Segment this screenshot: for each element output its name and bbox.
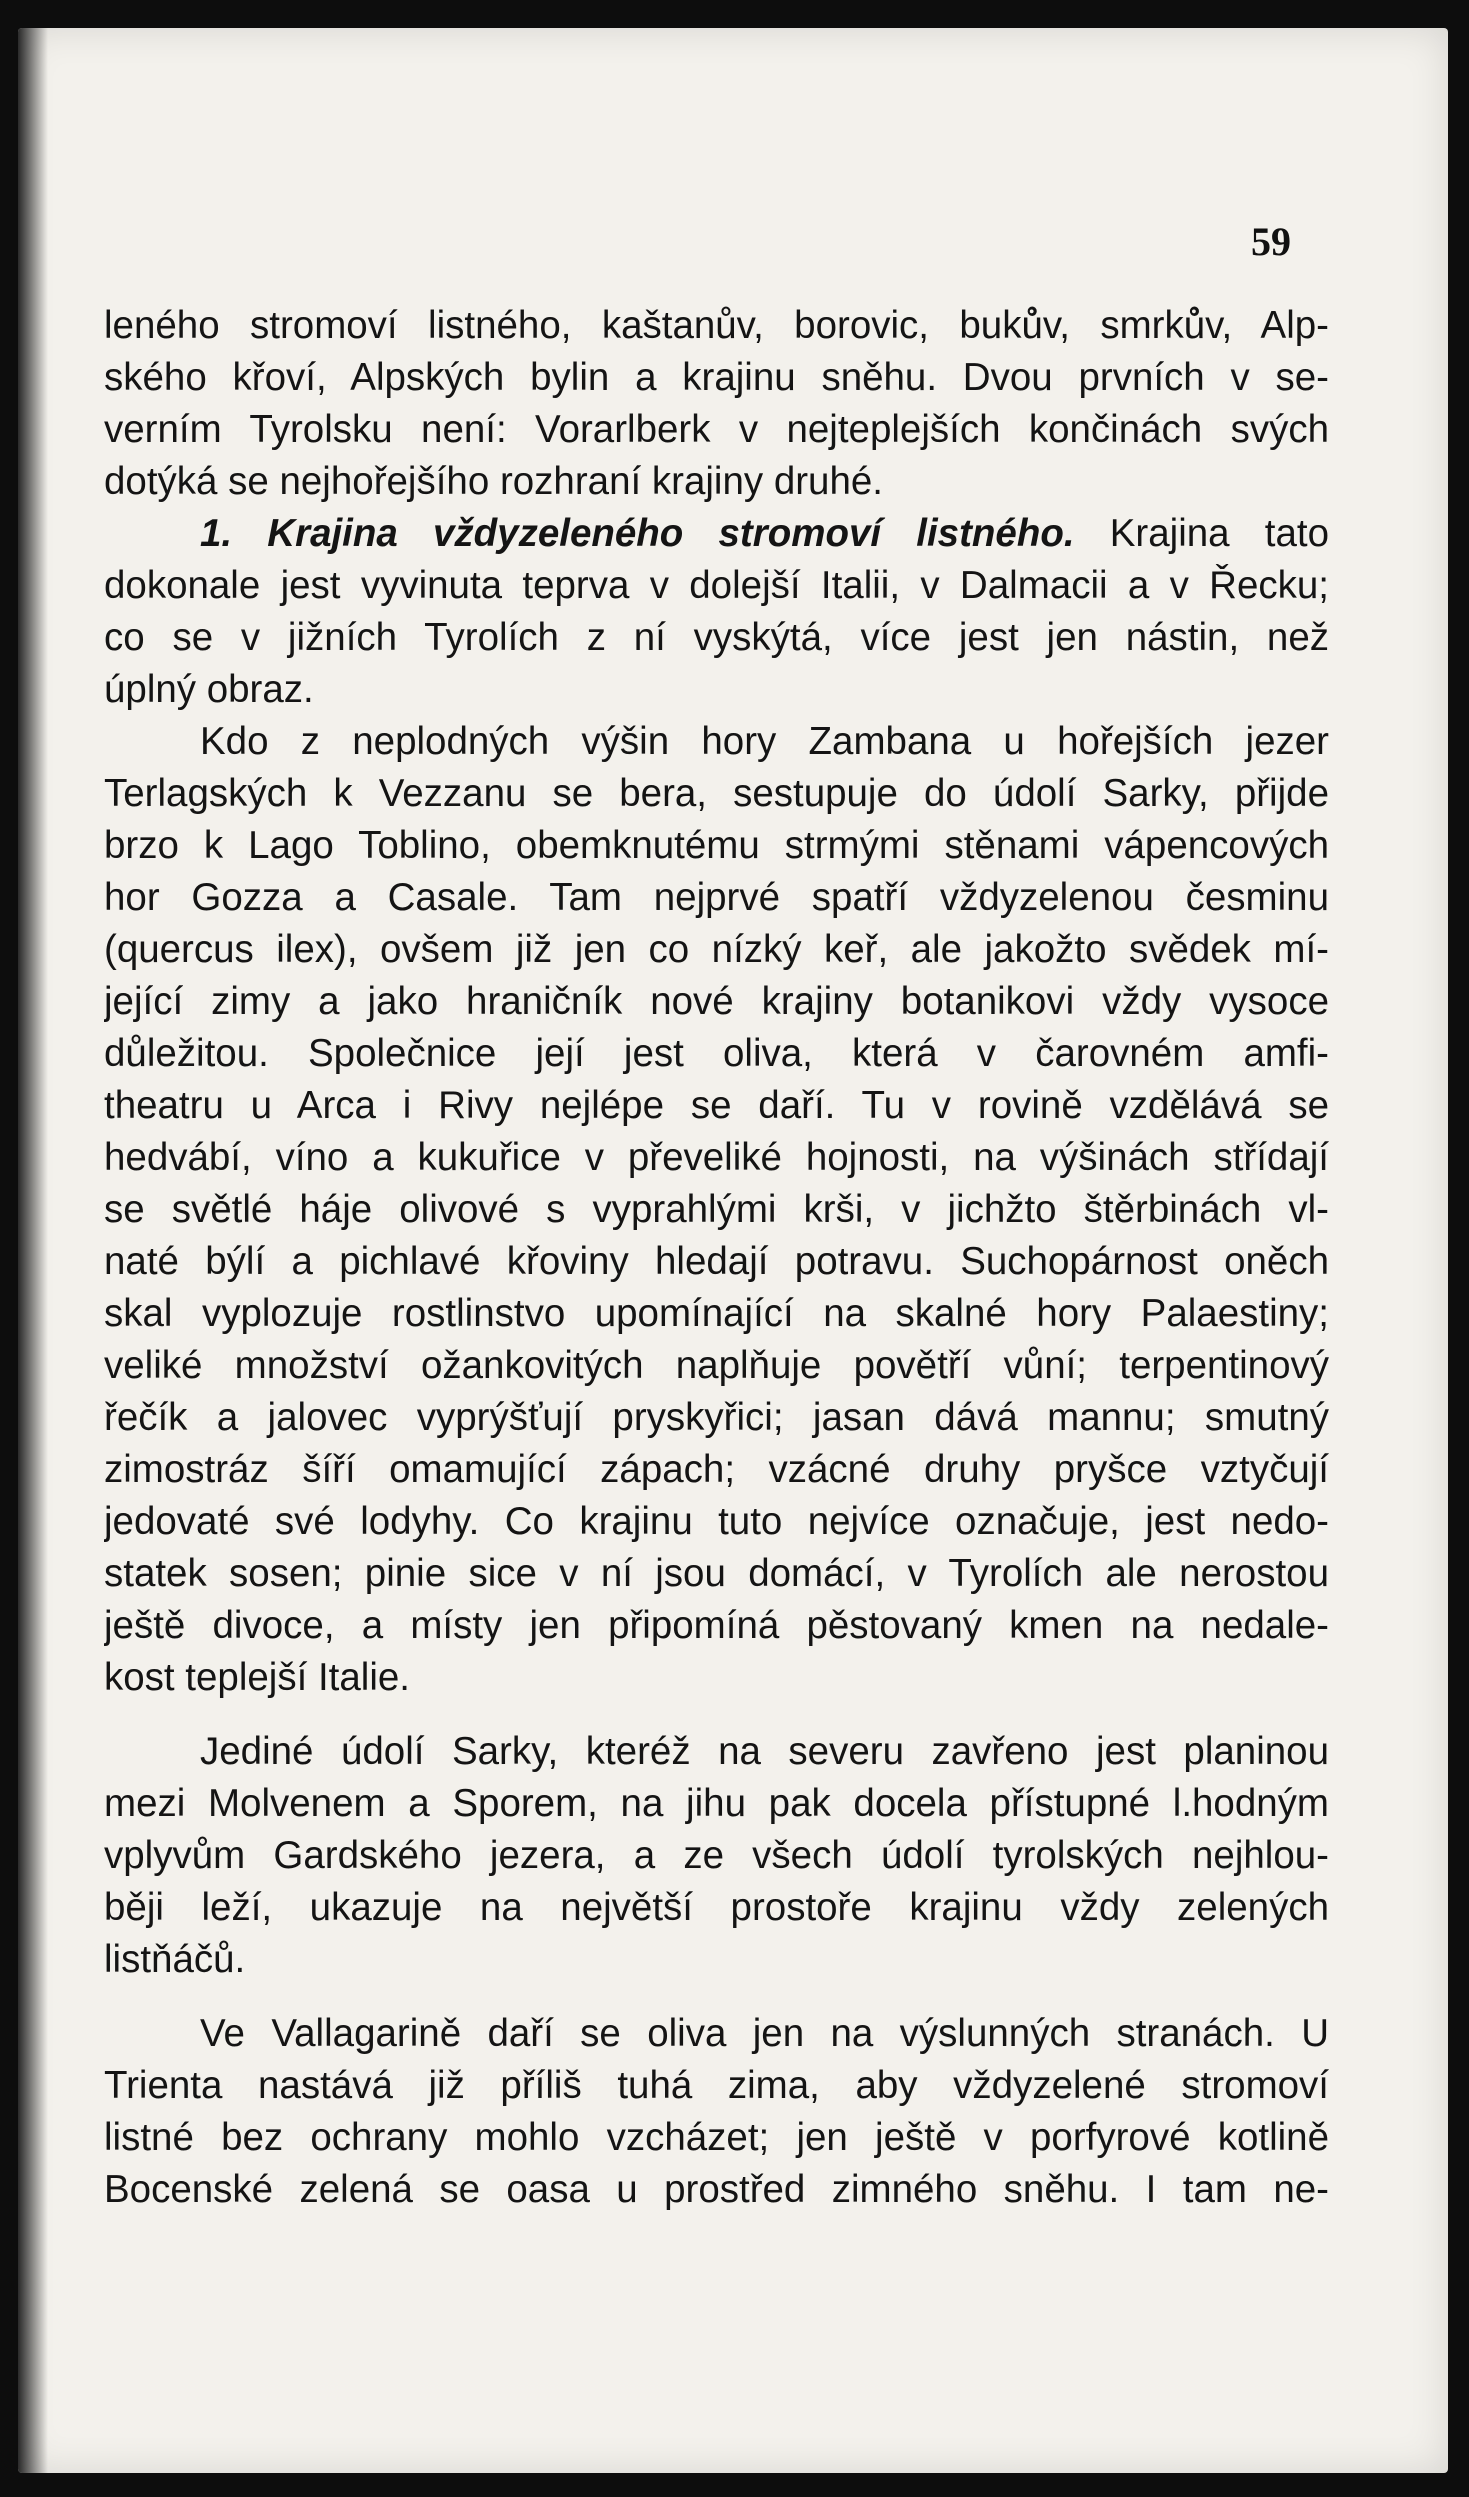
- body-text: [104, 300, 1329, 2216]
- text-line: ského křoví, Alpských bylin a krajinu sněhu. Dvou prvních v se-: [104, 356, 1329, 399]
- text-line: Ve Vallagarině daří se oliva jen na výslunných stranách. U: [200, 2012, 1329, 2055]
- text-fragment: Krajina tato: [1109, 512, 1329, 555]
- text-line: listné bez ochrany mohlo vzcházet; jen ještě v porfyrové kotlině: [104, 2116, 1329, 2159]
- text-line: řečík a jalovec vyprýšťují pryskyřici; jasan dává mannu; smutný: [104, 1396, 1329, 1439]
- text-line: leného stromoví listného, kaštanův, borovic, buků̊v, smrků̊v, Alp-: [104, 304, 1329, 347]
- text-line: co se v jižních Tyrolích z ní vyskýtá, více jest jen nástin, než: [104, 616, 1329, 659]
- text-line: jedovaté své lodyhy. Co krajinu tuto nejvíce označuje, jest nedo-: [104, 1500, 1329, 1543]
- text-line: se světlé háje olivové s vyprahlými krši, v jichžto štěrbinách vl-: [104, 1188, 1329, 1231]
- text-line: Jediné údolí Sarky, kteréž na severu zavřeno jest planinou: [200, 1730, 1329, 1773]
- text-line: Kdo z neplodných výšin hory Zambana u hořejších jezer: [200, 720, 1329, 763]
- text-line: kost teplejší Italie.: [104, 1656, 411, 1699]
- text-line: vplyvům Gardského jezera, a ze všech údolí tyrolských nejhlou-: [104, 1834, 1329, 1877]
- text-line: úplný obraz.: [104, 668, 314, 711]
- text-line: theatru u Arca i Rivy nejlépe se daří. Tu v rovině vzdělává se: [104, 1084, 1329, 1127]
- section-heading: 1. Krajina vždyzeleného stromoví listného.: [200, 512, 1075, 555]
- text-line: Terlagských k Vezzanu se bera, sestupuje do údolí Sarky, přijde: [104, 772, 1329, 815]
- text-line: statek sosen; pinie sice v ní jsou domácí, v Tyrolích ale nerostou: [104, 1552, 1329, 1595]
- text-line: naté býlí a pichlavé křoviny hledají potravu. Suchopárnost oněch: [104, 1240, 1329, 1283]
- text-line: dotýká se nejhořejšího rozhraní krajiny druhé.: [104, 460, 883, 503]
- text-line: ještě divoce, a místy jen připomíná pěstovaný kmen na nedale-: [104, 1604, 1329, 1647]
- text-line: skal vyplozuje rostlinstvo upomínající na skalné hory Palaestiny;: [104, 1292, 1329, 1335]
- text-line: veliké množství ožankovitých naplňuje povětří vůní; terpentinový: [104, 1344, 1329, 1387]
- text-line: (quercus ilex), ovšem již jen co nízký keř, ale jakožto svědek mí-: [104, 928, 1329, 971]
- text-line: běji leží, ukazuje na největší prostoře krajinu vždy zelených: [104, 1886, 1329, 1929]
- text-line: mezi Molvenem a Sporem, na jihu pak docela přístupné l.hodným: [104, 1782, 1329, 1825]
- text-line: listňáčů.: [104, 1938, 246, 1981]
- text-line: Bocenské zelená se oasa u prostřed zimného sněhu. I tam ne-: [104, 2168, 1329, 2211]
- section-heading-line: [104, 508, 1329, 560]
- page-number: 59: [1251, 219, 1291, 264]
- text-line: Trienta nastává již příliš tuhá zima, aby vždyzelené stromoví: [104, 2064, 1329, 2107]
- text-line: dokonale jest vyvinuta teprva v dolejší Italii, v Dalmacii a v Řecku;: [104, 564, 1329, 607]
- book-page: [18, 28, 1448, 2473]
- text-line: hor Gozza a Casale. Tam nejprvé spatří vždyzelenou česminu: [104, 876, 1329, 919]
- text-line: verním Tyrolsku není: Vorarlberk v nejteplejších končinách svých: [104, 408, 1329, 451]
- text-line: brzo k Lago Toblino, obemknutému strmými stěnami vápencových: [104, 824, 1329, 867]
- text-line: důležitou. Společnice její jest oliva, která v čarovném amfi-: [104, 1032, 1329, 1075]
- text-line: jející zimy a jako hraničník nové krajiny botanikovi vždy vysoce: [104, 980, 1329, 1023]
- text-line: zimostráz šíří omamující zápach; vzácné druhy pryšce vztyčují: [104, 1448, 1329, 1491]
- text-line: hedvábí, víno a kukuřice v převeliké hojnosti, na výšinách střídají: [104, 1136, 1329, 1179]
- page-edge-shadow: [18, 28, 48, 2473]
